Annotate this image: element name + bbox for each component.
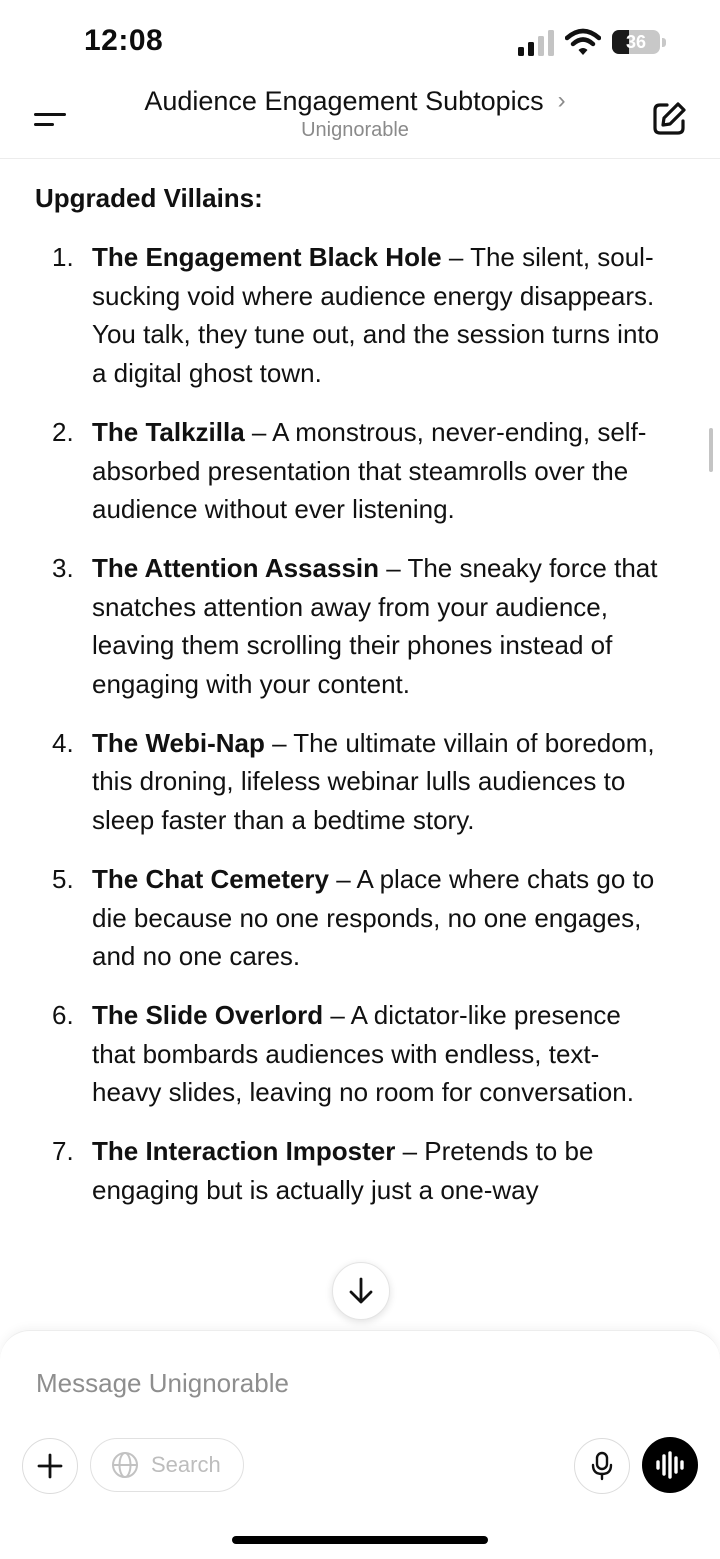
cellular-signal-icon xyxy=(518,30,558,56)
dictate-button[interactable] xyxy=(574,1438,630,1494)
chat-title: Audience Engagement Subtopics xyxy=(144,86,544,116)
globe-icon xyxy=(111,1451,139,1479)
voice-mode-icon xyxy=(655,1451,685,1479)
compose-icon[interactable] xyxy=(650,100,688,138)
search-button[interactable] xyxy=(90,1438,244,1492)
list-item: 5. The Chat Cemetery – A place where chats go to die because no one responds, no one engages, and no one cares. xyxy=(52,863,655,972)
microphone-icon xyxy=(590,1451,614,1481)
add-attachment-button[interactable] xyxy=(22,1438,78,1494)
message-input[interactable] xyxy=(36,1363,656,1403)
chat-title-button[interactable] xyxy=(110,86,600,142)
chat-message-content xyxy=(0,158,720,1330)
plus-icon xyxy=(37,1453,63,1479)
list-item: 3. The Attention Assassin – The sneaky force that snatches attention away from your audience, leaving them scrolling their phones instead of engaging with your content. xyxy=(52,552,658,700)
wifi-icon xyxy=(565,28,601,56)
search-button-label: Search xyxy=(151,1452,221,1477)
chevron-right-icon: › xyxy=(557,87,566,114)
list-item: 1. The Engagement Black Hole – The silent, soul-sucking void where audience energy disappears. You talk, they tune out, and the session turns into a digital ghost town. xyxy=(52,242,660,389)
status-bar xyxy=(0,0,720,84)
scrollbar[interactable] xyxy=(709,428,713,472)
battery-level: 36 xyxy=(625,32,647,52)
status-time: 12:08 xyxy=(84,24,164,57)
scroll-to-bottom-button[interactable] xyxy=(332,1262,390,1320)
list-item: 7. The Interaction Imposter – Pretends to be engaging but is actually just a one-way xyxy=(52,1136,594,1205)
arrow-down-icon xyxy=(348,1277,374,1305)
voice-mode-button[interactable] xyxy=(642,1437,698,1493)
menu-button[interactable] xyxy=(30,104,70,134)
message-composer xyxy=(0,1330,720,1559)
villain-list xyxy=(0,238,720,1229)
battery-icon xyxy=(612,30,668,56)
list-item: 4. The Webi-Nap – The ultimate villain of boredom, this droning, lifeless webinar lulls audiences to sleep faster than a bedtime story. xyxy=(52,727,655,836)
chat-subtitle: Unignorable xyxy=(301,119,409,141)
chat-header xyxy=(0,84,720,159)
home-indicator xyxy=(232,1536,488,1544)
section-heading: Upgraded Villains: xyxy=(35,183,263,213)
list-item: 6. The Slide Overlord – A dictator-like presence that bombards audiences with endless, text-heavy slides, leaving no room for conversation. xyxy=(52,999,634,1108)
menu-icon xyxy=(34,113,66,116)
list-item: 2. The Talkzilla – A monstrous, never-ending, self-absorbed presentation that steamrolls over the audience without ever listening. xyxy=(52,416,647,525)
